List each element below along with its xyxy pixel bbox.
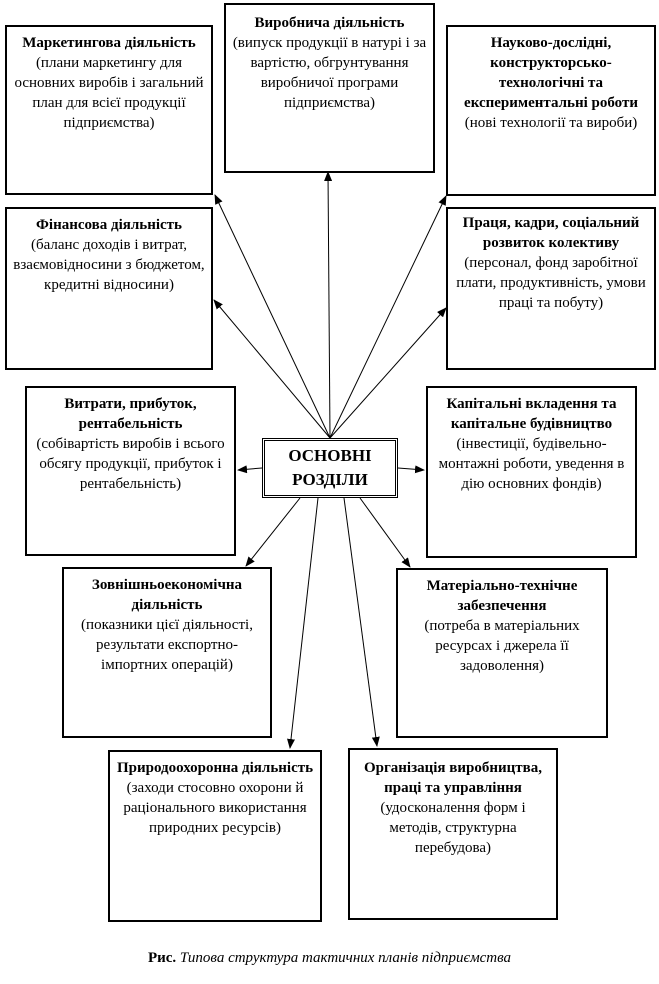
box-foreign xyxy=(62,567,272,738)
capital-desc: (інвестиції, будівельно-монтажні роботи, уведення в дію основних фондів) xyxy=(438,436,625,492)
caption-text: Типова структура тактичних планів підприємства xyxy=(179,950,512,966)
box-labor xyxy=(446,207,656,370)
center-box xyxy=(262,438,398,498)
arrow-to-capital xyxy=(398,468,424,470)
finance-title: Фінансова діяльність xyxy=(36,217,182,233)
arrow-to-organization xyxy=(344,498,377,746)
labor-title: Праця, кадри, соціальний розвиток колективу xyxy=(462,215,640,251)
box-production xyxy=(224,3,435,173)
center-label: ОСНОВНІ РОЗДІЛИ xyxy=(288,446,372,489)
arrow-to-costs xyxy=(238,468,262,470)
production-title: Виробнича діяльність xyxy=(254,15,405,31)
environment-desc: (заходи стосовно охорони й раціонального використання природних ресурсів) xyxy=(123,780,307,836)
organization-desc: (удосконалення форм і методів, структурна перебудова) xyxy=(380,800,526,856)
foreign-title: Зовнішньоекономічна діяльність xyxy=(91,577,243,613)
arrow-to-environment xyxy=(290,498,318,748)
organization-title: Організація виробництва, праці та управління xyxy=(363,760,543,796)
box-organization xyxy=(348,748,558,920)
box-marketing xyxy=(5,25,213,195)
marketing-title: Маркетингова діяльність xyxy=(22,35,196,51)
material-title: Матеріально-технічне забезпечення xyxy=(426,578,578,614)
box-material xyxy=(396,568,608,738)
finance-desc: (баланс доходів і витрат, взаємовідносини з бюджетом, кредитні відносини) xyxy=(13,237,205,293)
arrow-to-material xyxy=(360,498,410,567)
material-desc: (потреба в матеріальних ресурсах і джерела її задоволення) xyxy=(424,618,580,674)
box-finance xyxy=(5,207,213,370)
box-research xyxy=(446,25,656,196)
figure-caption xyxy=(0,950,659,967)
environment-title: Природоохоронна діяльність xyxy=(116,760,314,776)
box-costs xyxy=(25,386,236,556)
research-title: Науково-дослідні, конструкторсько-технологічні та експериментальні роботи xyxy=(464,35,638,111)
arrow-to-foreign xyxy=(246,498,300,566)
arrow-to-production xyxy=(328,172,330,438)
caption-label: Рис. xyxy=(147,950,177,966)
marketing-desc: (плани маркетингу для основних виробів і загальний план для всієї продукції підприємства) xyxy=(14,55,204,131)
box-environment xyxy=(108,750,322,922)
labor-desc: (персонал, фонд заробітної плати, продуктивність, умови праці та побуту) xyxy=(456,255,646,311)
capital-title: Капітальні вкладення та капітальне будівництво xyxy=(446,396,617,432)
foreign-desc: (показники цієї діяльності, результати експортно-імпортних операцій) xyxy=(81,617,253,673)
production-desc: (випуск продукції в натурі і за вартістю, обгрунтування виробничої програми підприємства) xyxy=(232,35,427,111)
box-capital xyxy=(426,386,637,558)
costs-title: Витрати, прибуток, рентабельність xyxy=(64,396,197,432)
research-desc: (нові технології та вироби) xyxy=(464,115,638,131)
costs-desc: (собівартість виробів і всього обсягу продукції, прибуток і рентабельність) xyxy=(36,436,225,492)
